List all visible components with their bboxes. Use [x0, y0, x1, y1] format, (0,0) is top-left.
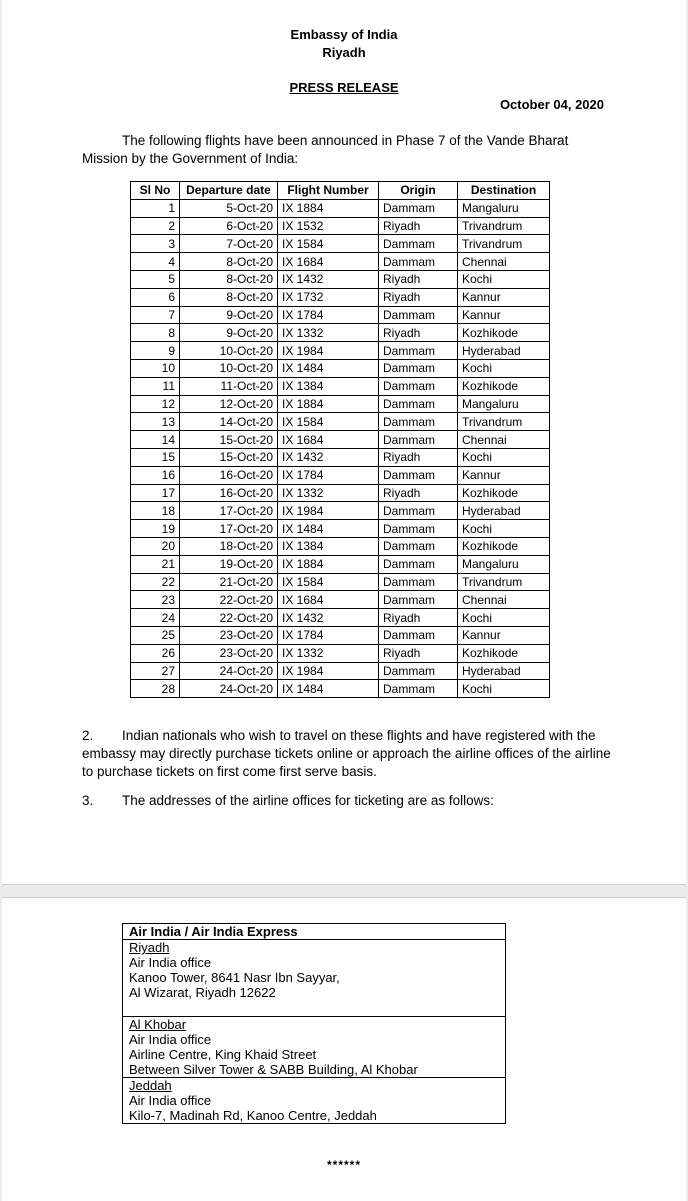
cell-flight-number: IX 1732 — [278, 288, 379, 306]
cell-sl-no: 3 — [131, 235, 180, 253]
cell-destination: Hyderabad — [458, 342, 550, 360]
cell-destination: Mangaluru — [458, 199, 550, 217]
cell-sl-no: 7 — [131, 306, 180, 324]
cell-departure-date: 23-Oct-20 — [180, 644, 278, 662]
cell-departure-date: 23-Oct-20 — [180, 626, 278, 644]
cell-destination: Kannur — [458, 288, 550, 306]
document-page-2 — [2, 897, 686, 1201]
cell-origin: Dammam — [379, 199, 458, 217]
cell-sl-no: 11 — [131, 377, 180, 395]
cell-departure-date: 7-Oct-20 — [180, 235, 278, 253]
cell-flight-number: IX 1332 — [278, 484, 379, 502]
embassy-city: Riyadh — [322, 45, 366, 60]
cell-sl-no: 20 — [131, 537, 180, 555]
embassy-title: Embassy of India — [290, 27, 398, 42]
table-row — [131, 520, 550, 538]
cell-departure-date: 22-Oct-20 — [180, 591, 278, 609]
cell-origin: Dammam — [379, 342, 458, 360]
cell-destination: Trivandrum — [458, 235, 550, 253]
office-line: Al Wizarat, Riyadh 12622 — [129, 985, 276, 1000]
cell-origin: Riyadh — [379, 270, 458, 288]
cell-flight-number: IX 1984 — [278, 662, 379, 680]
cell-flight-number: IX 1884 — [278, 555, 379, 573]
cell-sl-no: 8 — [131, 324, 180, 342]
table-row — [131, 270, 550, 288]
release-date: October 04, 2020 — [499, 97, 604, 112]
office-city: Jeddah — [129, 1078, 172, 1093]
cell-departure-date: 8-Oct-20 — [180, 253, 278, 271]
cell-destination: Mangaluru — [458, 555, 550, 573]
cell-origin: Dammam — [379, 537, 458, 555]
cell-departure-date: 18-Oct-20 — [180, 537, 278, 555]
cell-departure-date: 24-Oct-20 — [180, 662, 278, 680]
cell-destination: Kochi — [458, 359, 550, 377]
cell-origin: Riyadh — [379, 324, 458, 342]
office-entry-riyadh — [123, 940, 506, 1017]
cell-departure-date: 12-Oct-20 — [180, 395, 278, 413]
cell-sl-no: 10 — [131, 359, 180, 377]
cell-departure-date: 17-Oct-20 — [180, 502, 278, 520]
cell-origin: Dammam — [379, 502, 458, 520]
cell-flight-number: IX 1884 — [278, 199, 379, 217]
cell-origin: Dammam — [379, 413, 458, 431]
office-line: Air India office — [129, 1093, 212, 1108]
cell-origin: Dammam — [379, 235, 458, 253]
cell-origin: Dammam — [379, 253, 458, 271]
cell-sl-no: 23 — [131, 591, 180, 609]
table-row — [131, 324, 550, 342]
cell-flight-number: IX 1532 — [278, 217, 379, 235]
office-line: Between Silver Tower & SABB Building, Al Khobar — [129, 1062, 418, 1077]
cell-sl-no: 17 — [131, 484, 180, 502]
cell-destination: Kochi — [458, 448, 550, 466]
cell-flight-number: IX 1332 — [278, 644, 379, 662]
table-row — [131, 306, 550, 324]
cell-departure-date: 10-Oct-20 — [180, 359, 278, 377]
airline-offices-table — [122, 923, 506, 1124]
table-row — [131, 431, 550, 449]
cell-origin: Dammam — [379, 573, 458, 591]
paragraph-text: Indian nationals who wish to travel on these flights and have registered with the embassy may directly purchase tickets online or approach the airline offices of the airline to purchase tickets on first come first serve basis. — [82, 728, 611, 779]
cell-flight-number: IX 1684 — [278, 591, 379, 609]
cell-destination: Kannur — [458, 626, 550, 644]
cell-sl-no: 22 — [131, 573, 180, 591]
cell-destination: Kochi — [458, 609, 550, 627]
cell-departure-date: 9-Oct-20 — [180, 306, 278, 324]
cell-flight-number: IX 1884 — [278, 395, 379, 413]
document-page-1 — [2, 0, 686, 885]
table-row — [131, 395, 550, 413]
cell-sl-no: 28 — [131, 680, 180, 698]
table-row — [131, 484, 550, 502]
end-marker: ****** — [326, 1158, 362, 1172]
cell-destination: Kochi — [458, 270, 550, 288]
cell-sl-no: 24 — [131, 609, 180, 627]
cell-flight-number: IX 1784 — [278, 306, 379, 324]
cell-destination: Hyderabad — [458, 502, 550, 520]
cell-destination: Kochi — [458, 680, 550, 698]
cell-origin: Riyadh — [379, 288, 458, 306]
cell-origin: Dammam — [379, 466, 458, 484]
cell-departure-date: 22-Oct-20 — [180, 609, 278, 627]
cell-origin: Dammam — [379, 306, 458, 324]
table-row — [131, 359, 550, 377]
cell-departure-date: 8-Oct-20 — [180, 270, 278, 288]
cell-destination: Kozhikode — [458, 377, 550, 395]
cell-flight-number: IX 1484 — [278, 520, 379, 538]
cell-flight-number: IX 1484 — [278, 359, 379, 377]
cell-departure-date: 5-Oct-20 — [180, 199, 278, 217]
cell-destination: Kannur — [458, 306, 550, 324]
cell-destination: Trivandrum — [458, 413, 550, 431]
offices-heading: Air India / Air India Express — [123, 924, 506, 940]
cell-destination: Kozhikode — [458, 324, 550, 342]
cell-flight-number: IX 1584 — [278, 573, 379, 591]
cell-origin: Riyadh — [379, 484, 458, 502]
table-row — [131, 591, 550, 609]
table-row — [131, 288, 550, 306]
cell-origin: Dammam — [379, 591, 458, 609]
cell-sl-no: 26 — [131, 644, 180, 662]
office-line: Air India office — [129, 955, 212, 970]
cell-flight-number: IX 1332 — [278, 324, 379, 342]
cell-departure-date: 24-Oct-20 — [180, 680, 278, 698]
cell-departure-date: 15-Oct-20 — [180, 448, 278, 466]
intro-paragraph: The following flights have been announced in Phase 7 of the Vande Bharat Mission by the Government of India: — [82, 133, 569, 166]
table-row — [131, 626, 550, 644]
cell-origin: Dammam — [379, 680, 458, 698]
cell-flight-number: IX 1784 — [278, 466, 379, 484]
cell-sl-no: 27 — [131, 662, 180, 680]
table-row — [131, 502, 550, 520]
cell-flight-number: IX 1684 — [278, 253, 379, 271]
table-row — [131, 466, 550, 484]
cell-sl-no: 15 — [131, 448, 180, 466]
cell-sl-no: 6 — [131, 288, 180, 306]
cell-flight-number: IX 1984 — [278, 342, 379, 360]
cell-flight-number: IX 1432 — [278, 448, 379, 466]
cell-flight-number: IX 1584 — [278, 235, 379, 253]
cell-sl-no: 9 — [131, 342, 180, 360]
flights-table — [130, 181, 550, 698]
table-row — [131, 609, 550, 627]
office-line: Kanoo Tower, 8641 Nasr Ibn Sayyar, — [129, 970, 340, 985]
cell-departure-date: 11-Oct-20 — [180, 377, 278, 395]
table-row — [131, 573, 550, 591]
cell-origin: Dammam — [379, 431, 458, 449]
cell-departure-date: 6-Oct-20 — [180, 217, 278, 235]
cell-departure-date: 21-Oct-20 — [180, 573, 278, 591]
cell-departure-date: 8-Oct-20 — [180, 288, 278, 306]
cell-destination: Chennai — [458, 253, 550, 271]
cell-destination: Kozhikode — [458, 537, 550, 555]
cell-departure-date: 19-Oct-20 — [180, 555, 278, 573]
table-row — [131, 235, 550, 253]
cell-departure-date: 17-Oct-20 — [180, 520, 278, 538]
office-entry-jeddah — [123, 1078, 506, 1124]
cell-flight-number: IX 1432 — [278, 270, 379, 288]
column-header: Origin — [379, 182, 458, 200]
table-row — [131, 644, 550, 662]
cell-sl-no: 19 — [131, 520, 180, 538]
paragraph-number: 3. — [82, 793, 94, 808]
column-header: Departure date — [180, 182, 278, 200]
table-row — [131, 342, 550, 360]
cell-sl-no: 16 — [131, 466, 180, 484]
table-row — [131, 199, 550, 217]
paragraph-number: 2. — [82, 728, 94, 743]
cell-flight-number: IX 1384 — [278, 377, 379, 395]
cell-sl-no: 5 — [131, 270, 180, 288]
cell-departure-date: 9-Oct-20 — [180, 324, 278, 342]
cell-flight-number: IX 1484 — [278, 680, 379, 698]
table-row — [131, 253, 550, 271]
cell-origin: Dammam — [379, 662, 458, 680]
cell-sl-no: 14 — [131, 431, 180, 449]
column-header: Flight Number — [278, 182, 379, 200]
cell-origin: Riyadh — [379, 644, 458, 662]
paragraph-3 — [82, 792, 612, 810]
cell-sl-no: 21 — [131, 555, 180, 573]
paragraph-text: The addresses of the airline offices for ticketing are as follows: — [122, 793, 494, 808]
cell-sl-no: 12 — [131, 395, 180, 413]
cell-departure-date: 10-Oct-20 — [180, 342, 278, 360]
cell-flight-number: IX 1384 — [278, 537, 379, 555]
cell-destination: Mangaluru — [458, 395, 550, 413]
cell-origin: Riyadh — [379, 217, 458, 235]
office-city: Riyadh — [129, 940, 170, 955]
cell-destination: Chennai — [458, 431, 550, 449]
office-line: Airline Centre, King Khaid Street — [129, 1047, 317, 1062]
cell-flight-number: IX 1432 — [278, 609, 379, 627]
table-row — [131, 413, 550, 431]
cell-sl-no: 18 — [131, 502, 180, 520]
cell-origin: Dammam — [379, 520, 458, 538]
cell-origin: Dammam — [379, 555, 458, 573]
cell-flight-number: IX 1984 — [278, 502, 379, 520]
office-entry-al-khobar — [123, 1017, 506, 1078]
office-city: Al Khobar — [129, 1017, 187, 1032]
cell-origin: Dammam — [379, 377, 458, 395]
cell-flight-number: IX 1584 — [278, 413, 379, 431]
cell-origin: Dammam — [379, 359, 458, 377]
cell-departure-date: 14-Oct-20 — [180, 413, 278, 431]
table-row — [131, 377, 550, 395]
cell-origin: Dammam — [379, 626, 458, 644]
cell-origin: Dammam — [379, 395, 458, 413]
cell-destination: Kannur — [458, 466, 550, 484]
cell-sl-no: 2 — [131, 217, 180, 235]
cell-flight-number: IX 1784 — [278, 626, 379, 644]
cell-sl-no: 1 — [131, 199, 180, 217]
column-header: Sl No — [131, 182, 180, 200]
cell-flight-number: IX 1684 — [278, 431, 379, 449]
cell-departure-date: 16-Oct-20 — [180, 484, 278, 502]
cell-origin: Riyadh — [379, 609, 458, 627]
table-row — [131, 448, 550, 466]
office-line: Air India office — [129, 1032, 212, 1047]
table-row — [131, 555, 550, 573]
cell-destination: Kochi — [458, 520, 550, 538]
table-row — [131, 217, 550, 235]
cell-sl-no: 13 — [131, 413, 180, 431]
press-release-heading: PRESS RELEASE — [289, 80, 399, 95]
cell-sl-no: 25 — [131, 626, 180, 644]
cell-destination: Trivandrum — [458, 217, 550, 235]
table-row — [131, 680, 550, 698]
cell-sl-no: 4 — [131, 253, 180, 271]
paragraph-2 — [82, 727, 612, 781]
cell-destination: Chennai — [458, 591, 550, 609]
cell-destination: Kozhikode — [458, 644, 550, 662]
cell-departure-date: 16-Oct-20 — [180, 466, 278, 484]
table-row — [131, 662, 550, 680]
cell-destination: Hyderabad — [458, 662, 550, 680]
cell-departure-date: 15-Oct-20 — [180, 431, 278, 449]
cell-destination: Kozhikode — [458, 484, 550, 502]
office-line: Kilo-7, Madinah Rd, Kanoo Centre, Jeddah — [129, 1108, 377, 1123]
column-header: Destination — [458, 182, 550, 200]
cell-destination: Trivandrum — [458, 573, 550, 591]
cell-origin: Riyadh — [379, 448, 458, 466]
table-header-row — [131, 182, 550, 200]
table-row — [131, 537, 550, 555]
